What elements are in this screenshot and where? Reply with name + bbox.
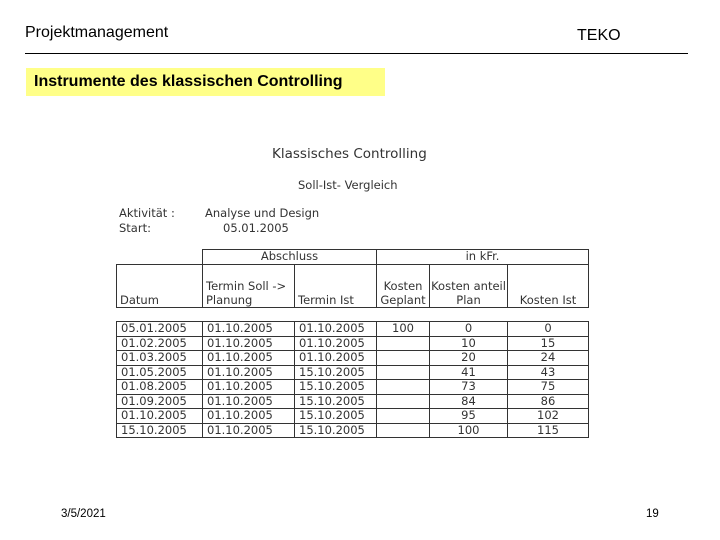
cell-termin-ist: 15.10.2005: [295, 380, 377, 395]
cell-termin-ist: 15.10.2005: [295, 423, 377, 438]
table-row: [117, 409, 589, 424]
cell-kosten-ist: 0: [508, 322, 589, 337]
cell-datum: 01.10.2005: [117, 409, 203, 424]
cell-kosten-anteil: 41: [430, 365, 508, 380]
cell-kosten-ist: 86: [508, 394, 589, 409]
start-value: 05.01.2005: [223, 221, 289, 235]
cell-kosten-geplant: [377, 336, 430, 351]
cell-kosten-anteil: 73: [430, 380, 508, 395]
cell-datum: 01.05.2005: [117, 365, 203, 380]
cell-datum: 01.03.2005: [117, 351, 203, 366]
cell-kosten-geplant: [377, 351, 430, 366]
group-header-abschluss: Abschluss: [203, 250, 377, 265]
table-row: [117, 394, 589, 409]
cell-kosten-geplant: [377, 409, 430, 424]
table-row: [117, 380, 589, 395]
start-label: Start:: [119, 221, 151, 235]
activity-value: Analyse und Design: [205, 206, 320, 220]
table-row: [117, 351, 589, 366]
cell-kosten-ist: 102: [508, 409, 589, 424]
cell-termin-soll: 01.10.2005: [203, 409, 295, 424]
column-header-termin-ist: Termin Ist: [295, 264, 377, 307]
table-row: [117, 322, 589, 337]
table-row: [117, 365, 589, 380]
column-header-kosten-anteil: Kosten anteil Plan: [430, 264, 508, 307]
cell-kosten-anteil: 20: [430, 351, 508, 366]
header-title: Projektmanagement: [25, 24, 169, 41]
cell-termin-soll: 01.10.2005: [203, 365, 295, 380]
data-table: [116, 321, 589, 438]
cell-kosten-geplant: [377, 365, 430, 380]
cell-kosten-anteil: 84: [430, 394, 508, 409]
figure-title: Klassisches Controlling: [272, 146, 427, 162]
cell-datum: 05.01.2005: [117, 322, 203, 337]
header-spacer: [117, 250, 203, 265]
cell-termin-soll: 01.10.2005: [203, 351, 295, 366]
cell-datum: 01.02.2005: [117, 336, 203, 351]
cell-kosten-geplant: [377, 380, 430, 395]
cell-kosten-ist: 24: [508, 351, 589, 366]
header-right-label: TEKO: [577, 27, 621, 44]
cell-kosten-ist: 43: [508, 365, 589, 380]
cell-kosten-ist: 15: [508, 336, 589, 351]
cell-kosten-geplant: [377, 394, 430, 409]
cell-termin-soll: 01.10.2005: [203, 394, 295, 409]
table-row: [117, 423, 589, 438]
page-number: 19: [646, 508, 659, 520]
activity-label: Aktivität :: [119, 206, 175, 220]
column-header-kosten-geplant: Kosten Geplant: [377, 264, 430, 307]
cell-termin-ist: 15.10.2005: [295, 394, 377, 409]
cell-termin-ist: 01.10.2005: [295, 351, 377, 366]
cell-kosten-anteil: 95: [430, 409, 508, 424]
cell-termin-ist: 01.10.2005: [295, 336, 377, 351]
cell-datum: 01.09.2005: [117, 394, 203, 409]
column-header-datum: Datum: [117, 264, 203, 307]
cell-termin-ist: 15.10.2005: [295, 365, 377, 380]
table-header: [116, 249, 589, 308]
group-header-kfr: in kFr.: [377, 250, 589, 265]
header-divider: [25, 53, 688, 54]
cell-kosten-ist: 115: [508, 423, 589, 438]
table-row: [117, 336, 589, 351]
cell-kosten-geplant: [377, 423, 430, 438]
cell-kosten-anteil: 0: [430, 322, 508, 337]
cell-termin-ist: 01.10.2005: [295, 322, 377, 337]
footer-date: 3/5/2021: [61, 508, 106, 520]
slide-subtitle: Instrumente des klassischen Controlling: [26, 68, 385, 96]
column-header-kosten-ist: Kosten Ist: [508, 264, 589, 307]
column-header-termin-soll: Termin Soll -> Planung: [203, 264, 295, 307]
cell-kosten-ist: 75: [508, 380, 589, 395]
cell-termin-ist: 15.10.2005: [295, 409, 377, 424]
cell-kosten-anteil: 100: [430, 423, 508, 438]
cell-datum: 01.08.2005: [117, 380, 203, 395]
cell-kosten-anteil: 10: [430, 336, 508, 351]
cell-kosten-geplant: 100: [377, 322, 430, 337]
cell-termin-soll: 01.10.2005: [203, 322, 295, 337]
cell-termin-soll: 01.10.2005: [203, 336, 295, 351]
cell-termin-soll: 01.10.2005: [203, 380, 295, 395]
cell-termin-soll: 01.10.2005: [203, 423, 295, 438]
cell-datum: 15.10.2005: [117, 423, 203, 438]
figure-subtitle: Soll-Ist- Vergleich: [298, 178, 398, 192]
